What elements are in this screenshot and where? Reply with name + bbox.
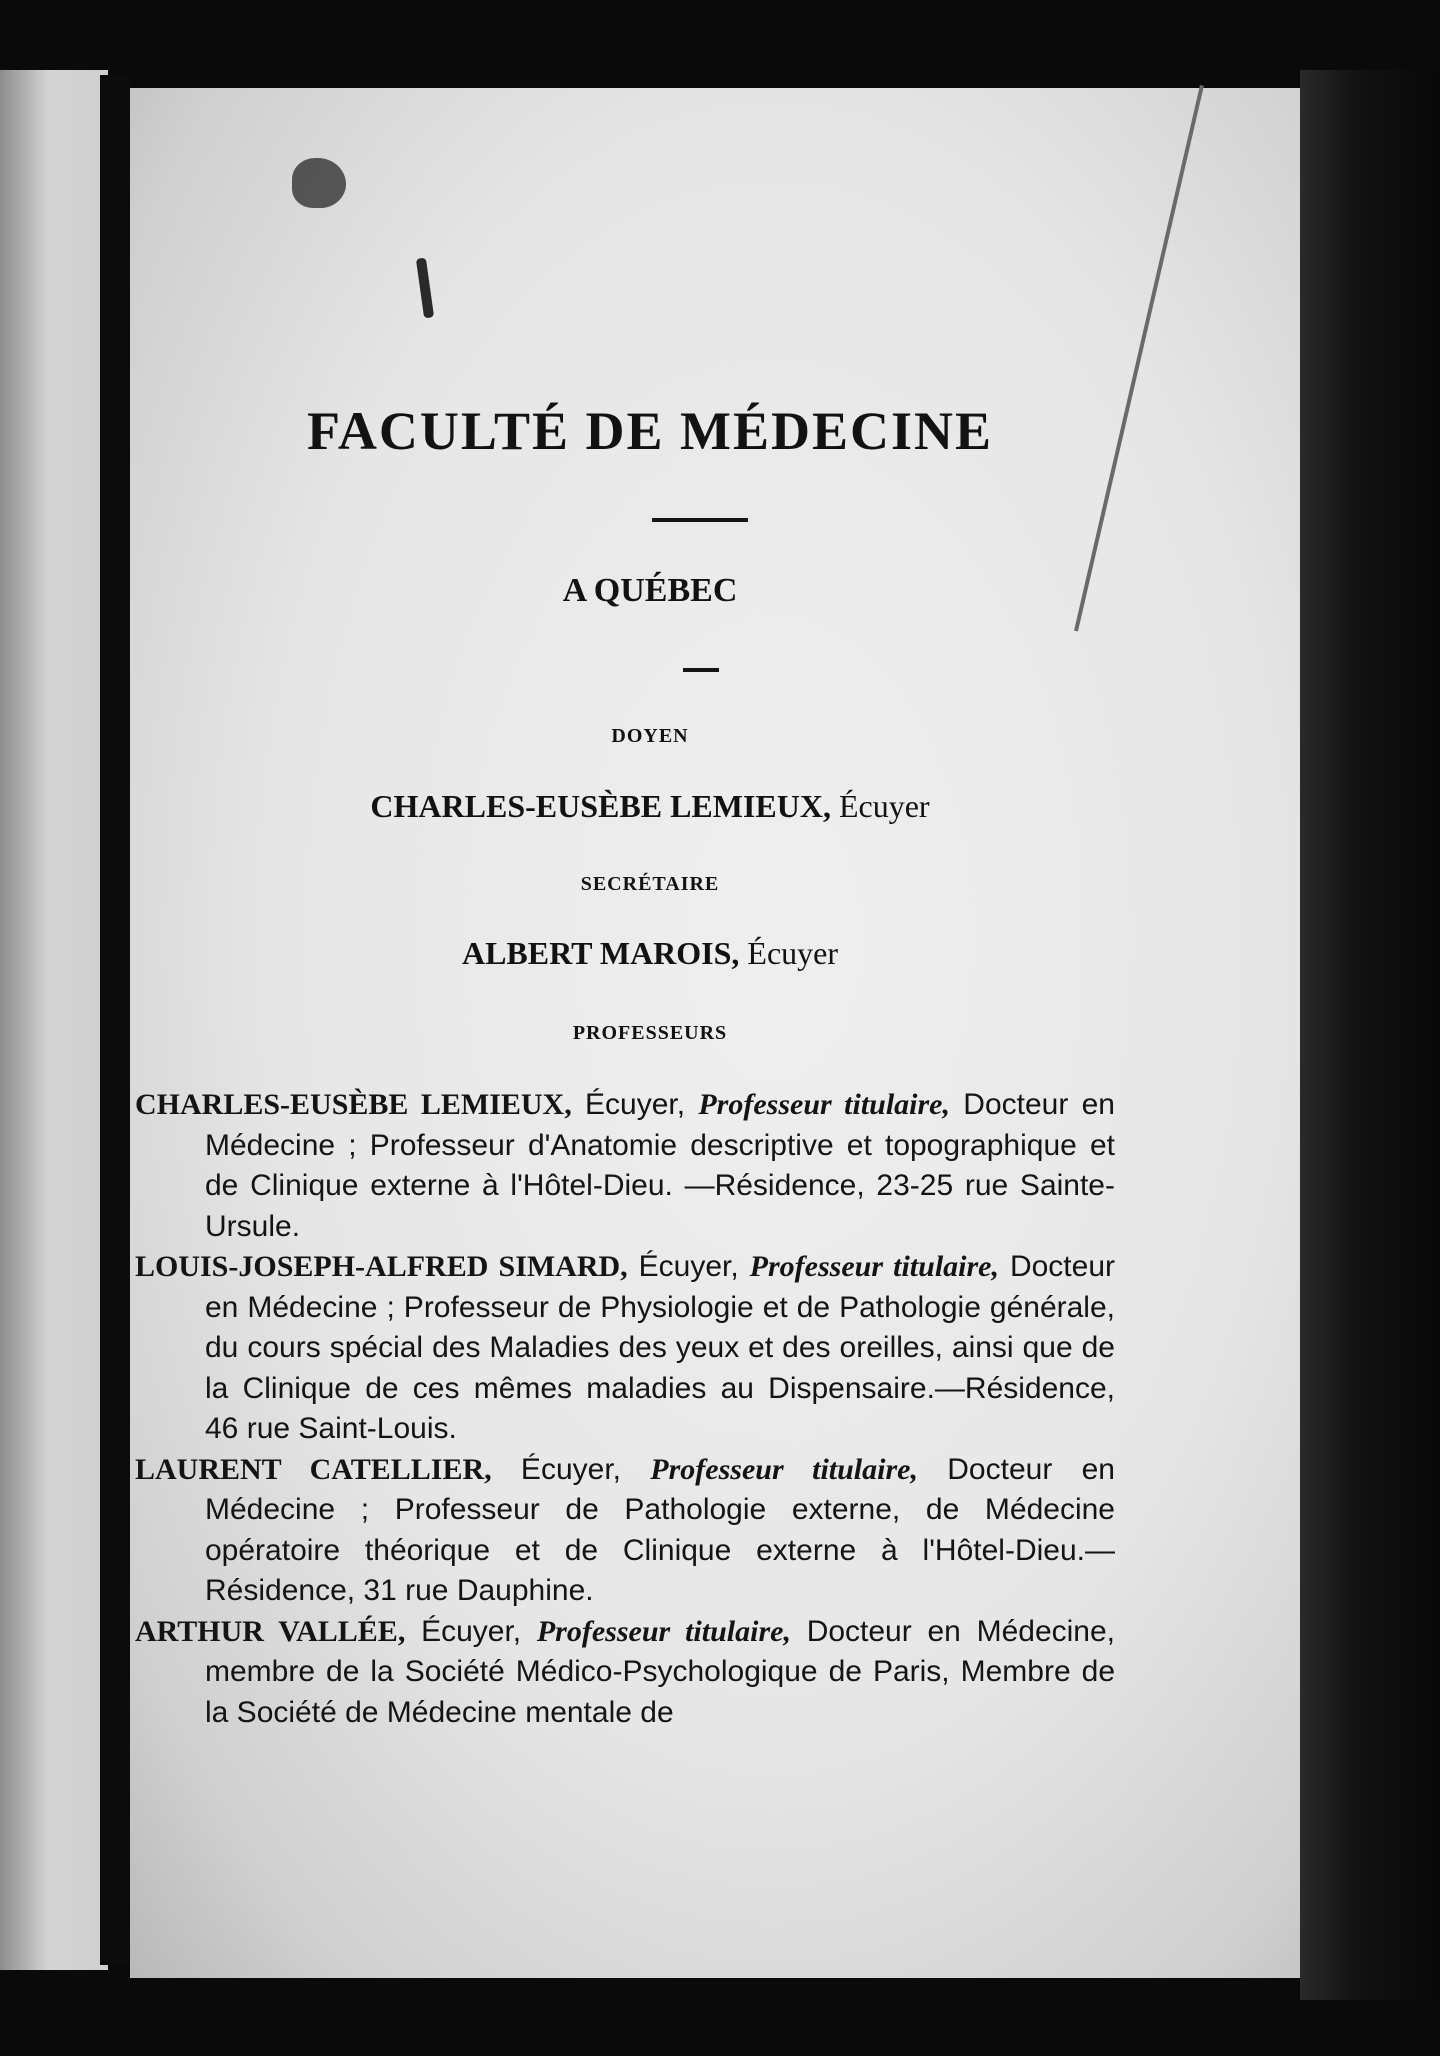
professor-list: [135, 1085, 1115, 1733]
dean-title: Écuyer: [838, 788, 930, 824]
secretary-name: ALBERT MAROIS,: [461, 935, 740, 971]
professor-name: ARTHUR VALLÉE,: [135, 1614, 406, 1648]
professor-name: LAURENT CATELLIER,: [135, 1452, 492, 1486]
location-heading: A QUÉBEC: [562, 572, 738, 609]
professors-label: PROFESSEURS: [572, 1022, 728, 1044]
professor-rank: Professeur titulaire,: [650, 1452, 918, 1486]
ink-mark: [416, 258, 434, 319]
dean-name: CHARLES-EUSÈBE LEMIEUX,: [370, 788, 831, 824]
facing-page-edge: [0, 70, 108, 1970]
professor-title: Écuyer,: [405, 1614, 537, 1648]
professor-rank: Professeur titulaire,: [749, 1250, 999, 1283]
professor-entry: [135, 1450, 1115, 1612]
professor-title: Écuyer,: [627, 1250, 750, 1283]
professor-title: Écuyer,: [491, 1452, 651, 1486]
professor-details: Docteur en Médecine ; Professeur d'Anatomie descriptive et topographique et de Clinique externe à l'Hôtel-Dieu. —Résidence, 23-25 rue Sainte-Ursule.: [205, 1088, 1115, 1243]
title-rule: [652, 518, 748, 522]
binding-gutter: [100, 75, 130, 1965]
short-rule: [683, 668, 719, 672]
professor-name: CHARLES-EUSÈBE LEMIEUX,: [135, 1088, 572, 1121]
professor-name: LOUIS-JOSEPH-ALFRED SIMARD,: [135, 1250, 628, 1283]
secretary-title: Écuyer: [747, 935, 839, 971]
professor-details: Docteur en Médecine ; Professeur de Physiologie et de Pathologie générale, du cours spécial des Maladies des yeux et des oreilles, ainsi que de la Clinique de ces mêmes maladies au Dispensaire.—Résidence, 46 rue Saint-Louis.: [205, 1250, 1115, 1445]
ink-stain: [292, 158, 346, 208]
professor-entry: [135, 1612, 1115, 1734]
page-title: FACULTÉ DE MÉDECINE: [306, 401, 994, 461]
page-shadow-edge: [1300, 70, 1440, 2000]
professor-entry: [135, 1085, 1115, 1247]
dean-line: [150, 788, 1150, 825]
professor-entry: [135, 1247, 1115, 1450]
professor-details: Docteur en Médecine, membre de la Société Médico-Psychologique de Paris, Membre de la Société de Médecine mentale de: [205, 1614, 1115, 1729]
dean-label: DOYEN: [611, 725, 689, 747]
professor-title: Écuyer,: [571, 1088, 699, 1121]
professor-rank: Professeur titulaire,: [536, 1614, 791, 1648]
secretary-line: [150, 935, 1150, 972]
professor-rank: Professeur titulaire,: [698, 1088, 950, 1121]
professor-details: Docteur en Médecine ; Professeur de Pathologie externe, de Médecine opératoire théorique et de Clinique externe à l'Hôtel-Dieu.—Résidence, 31 rue Dauphine.: [205, 1452, 1115, 1607]
secretary-label: SECRÉTAIRE: [580, 873, 720, 895]
